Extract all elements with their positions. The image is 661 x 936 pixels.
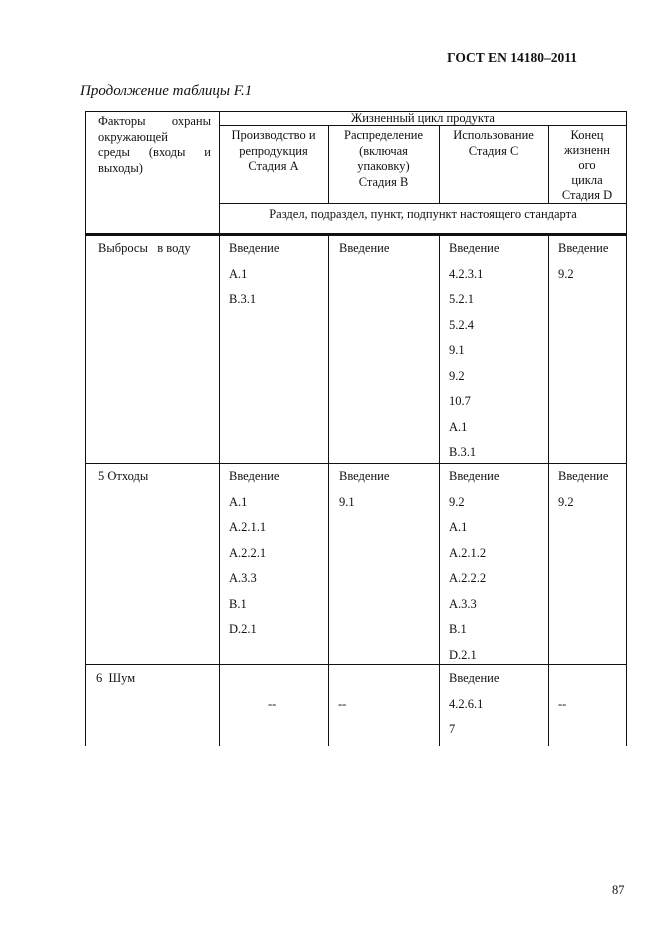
list-item: 9.2 <box>449 494 465 509</box>
stage-d-line: жизненн <box>564 143 610 157</box>
stage-c-line: Использование <box>453 128 534 142</box>
column-line-c-body <box>439 234 440 746</box>
list-item: A.3.3 <box>449 596 477 611</box>
list-item: A.2.1.1 <box>229 520 267 534</box>
list-item: Введение <box>449 469 500 483</box>
list-item: Введение <box>558 241 609 255</box>
row2-stage-b-list <box>339 469 389 520</box>
list-item: 9.1 <box>339 494 355 509</box>
row1-stage-c-list <box>449 241 499 471</box>
list-item: 4.2.6.1 <box>449 696 484 711</box>
list-item: Введение <box>229 241 280 255</box>
stage-d-line: ого <box>578 158 596 172</box>
lifecycle-underline <box>219 125 627 126</box>
header-bottom-thick <box>85 233 627 236</box>
list-item: Введение <box>339 241 390 255</box>
stage-d-line: цикла <box>571 173 603 187</box>
row-factor: Выбросы в воду <box>98 241 191 255</box>
list-item: A.3.3 <box>229 571 257 585</box>
stage-c-header <box>439 128 548 159</box>
factors-header-line: среды (входы и <box>98 145 211 159</box>
factors-header-line: выходы) <box>98 160 143 175</box>
factors-header <box>98 114 211 176</box>
list-item: Введение <box>449 671 500 685</box>
stage-d-line: Конец <box>570 128 604 142</box>
list-item: A.1 <box>449 520 468 534</box>
row3-stage-a-dash: -- <box>268 697 277 711</box>
row2-stage-c-list <box>449 469 499 673</box>
row1-stage-d-list <box>558 241 608 292</box>
list-item: A.2.1.2 <box>449 545 487 560</box>
stage-c-line: Стадия C <box>468 143 519 158</box>
row3-stage-c-list <box>449 671 499 748</box>
list-item: D.2.1 <box>229 622 257 636</box>
stage-d-header <box>548 128 626 203</box>
page-number: 87 <box>612 883 625 897</box>
stage-a-line: репродукция <box>239 143 308 158</box>
list-item: 9.2 <box>449 368 465 383</box>
column-line-b-body <box>328 234 329 746</box>
list-item: Введение <box>339 469 390 483</box>
row2-stage-d-list <box>558 469 608 520</box>
list-item: B.3.1 <box>449 445 477 459</box>
row-divider-2 <box>85 664 627 665</box>
stages-underline <box>219 203 627 204</box>
list-item: 5.2.4 <box>449 317 474 332</box>
table-border-left <box>85 111 86 746</box>
list-item: 9.2 <box>558 266 574 281</box>
lifecycle-header: Жизненный цикл продукта <box>351 111 495 125</box>
stage-a-header <box>219 128 328 175</box>
list-item: 7 <box>449 722 456 736</box>
stage-a-line: Производство и <box>231 128 316 142</box>
list-item: A.2.2.2 <box>449 571 487 585</box>
list-item: A.1 <box>229 266 248 281</box>
list-item: Введение <box>558 469 609 483</box>
list-item: B.3.1 <box>229 292 257 306</box>
list-item: Введение <box>449 241 500 255</box>
list-item: A.2.2.1 <box>229 545 267 560</box>
factors-header-line: Факторы охраны <box>98 114 211 128</box>
row-factor: 6 Шум <box>96 671 136 685</box>
stage-d-line: Стадия D <box>561 188 613 202</box>
stage-b-header <box>328 128 439 190</box>
row1-stage-b-list <box>339 241 389 267</box>
row3-stage-d-dash: -- <box>558 697 567 711</box>
list-item: 9.2 <box>558 494 574 509</box>
list-item: 10.7 <box>449 394 471 408</box>
stage-b-line: Распределение <box>344 128 423 142</box>
section-note: Раздел, подраздел, пункт, подпункт настоящего стандарта <box>269 207 577 221</box>
row-factor: 5 Отходы <box>98 469 149 483</box>
list-item: 4.2.3.1 <box>449 266 484 281</box>
list-item: A.1 <box>229 494 248 509</box>
stage-a-line: Стадия A <box>248 159 299 173</box>
stage-b-line: (включая <box>359 143 408 158</box>
list-item: D.2.1 <box>449 647 477 662</box>
row3-stage-b-dash: -- <box>338 697 347 711</box>
list-item: A.1 <box>449 419 468 434</box>
column-line-d-body <box>548 234 549 746</box>
factors-header-line: окружающей <box>98 129 168 144</box>
stage-b-line: Стадия B <box>358 174 409 189</box>
row-divider-1 <box>85 463 627 464</box>
list-item: 9.1 <box>449 343 465 357</box>
list-item: Введение <box>229 469 280 483</box>
list-item: B.1 <box>449 622 467 636</box>
list-item: B.1 <box>229 596 247 611</box>
list-item: 5.2.1 <box>449 292 474 306</box>
stage-b-line: упаковку) <box>357 159 410 173</box>
table-caption: Продолжение таблицы F.1 <box>80 83 253 99</box>
standard-designation: ГОСТ EN 14180–2011 <box>447 50 577 65</box>
row1-stage-a-list <box>229 241 279 318</box>
row2-stage-a-list <box>229 469 279 648</box>
